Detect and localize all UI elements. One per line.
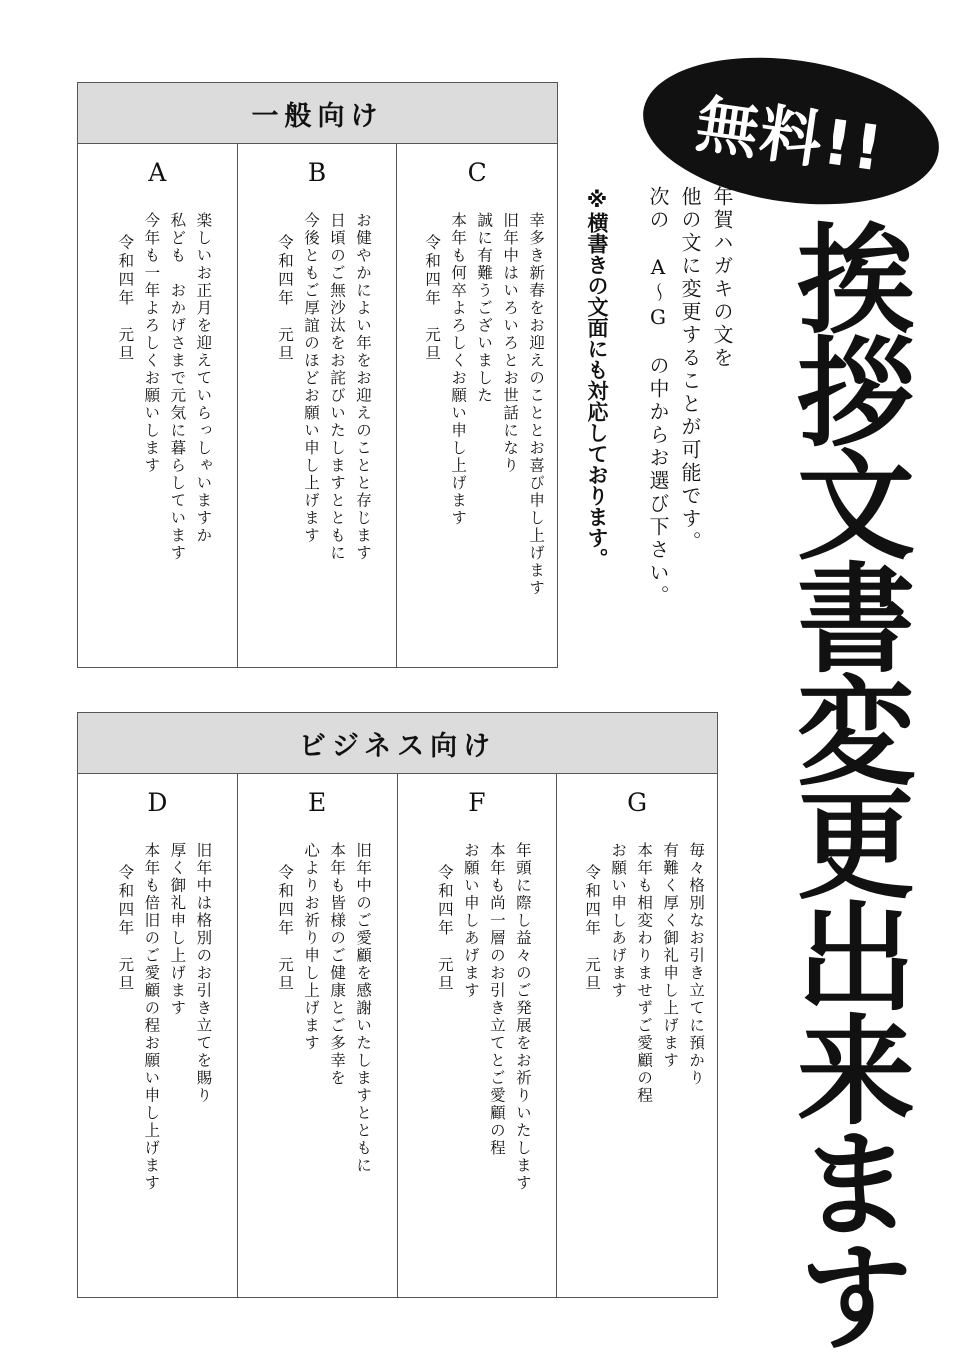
greeting-line: 年頭に際し益々のご発展をお祈りいたします xyxy=(513,842,532,1192)
option-c[interactable] xyxy=(397,144,557,667)
option-text xyxy=(78,842,237,1282)
greeting-line: 日頃のご無沙汰をお詫びいたしますとともに xyxy=(328,212,346,562)
option-text xyxy=(398,842,557,1282)
greeting-date: 令和四年 元旦 xyxy=(423,234,442,364)
greeting-line: 誠に有難うございました xyxy=(475,212,494,405)
intro-line: 年賀ハガキの文を xyxy=(710,186,734,370)
option-letter: B xyxy=(307,158,327,187)
option-text xyxy=(78,212,237,652)
greeting-line: 厚く御礼申し上げます xyxy=(168,842,187,1017)
intro-text xyxy=(646,186,734,656)
greeting-line: 今年も一年よろしくお願いします xyxy=(142,212,161,475)
greeting-line: 楽しいお正月を迎えていらっしゃいますか xyxy=(194,212,213,545)
option-letter: F xyxy=(468,788,486,817)
free-badge-text: 無料!! xyxy=(691,86,889,186)
greeting-line: 本年も皆様のご健康とご多幸を xyxy=(328,842,347,1087)
greeting-line: 心よりお祈り申し上げます xyxy=(302,842,321,1052)
general-panel-header: 一般向け xyxy=(78,83,557,144)
greeting-line: お健やかによい年をお迎えのことと存じます xyxy=(354,212,372,562)
greeting-line: 有難く厚く御礼申し上げます xyxy=(661,842,680,1070)
greeting-line: 旧年中はいろいろとお世話になり xyxy=(501,212,520,475)
greeting-line: お願い申しあげます xyxy=(461,842,480,1000)
greeting-line: お願い申しあげます xyxy=(609,842,628,1000)
greeting-date: 令和四年 元旦 xyxy=(276,234,294,364)
option-letter: C xyxy=(467,158,487,187)
option-letter: A xyxy=(148,158,167,187)
greeting-line: 旧年中のご愛顧を感謝いたしますとともに xyxy=(354,842,373,1175)
greeting-date: 令和四年 元旦 xyxy=(276,864,295,994)
option-text xyxy=(238,842,397,1282)
option-letter: G xyxy=(627,788,648,817)
main-title: 挨拶文書変更出来ます xyxy=(777,218,915,1348)
option-text xyxy=(238,212,397,652)
option-g[interactable] xyxy=(557,774,717,1297)
business-panel-header: ビジネス向け xyxy=(78,713,717,774)
option-b[interactable] xyxy=(238,144,398,667)
horizontal-layout-note: ※横書きの文面にも対応しております。 xyxy=(585,188,609,569)
greeting-line: 今後ともご厚誼のほどお願い申し上げます xyxy=(302,212,320,545)
greeting-date: 令和四年 元旦 xyxy=(583,864,602,994)
option-f[interactable] xyxy=(398,774,558,1297)
greeting-line: 本年も尚一層のお引き立てとご愛顧の程 xyxy=(487,842,506,1157)
greeting-line: 幸多き新春をお迎えのこととお喜び申し上げます xyxy=(527,212,546,597)
greeting-date: 令和四年 元旦 xyxy=(116,864,135,994)
intro-line: 他の文に変更することが可能です。 xyxy=(678,186,702,554)
intro-line: 次の A～G の中からお選び下さい。 xyxy=(646,186,670,608)
greeting-line: 毎々格別なお引き立てに預かり xyxy=(687,842,706,1087)
greeting-date: 令和四年 元旦 xyxy=(116,234,135,364)
option-letter: D xyxy=(147,788,168,817)
option-letter: E xyxy=(308,788,327,817)
greeting-line: 私ども おかげさまで元気に暮らしています xyxy=(168,212,187,562)
business-panel xyxy=(77,712,718,1298)
option-text xyxy=(397,212,557,652)
option-text xyxy=(557,842,717,1282)
general-panel xyxy=(77,82,558,668)
greeting-line: 本年も何卒よろしくお願い申し上げます xyxy=(449,212,468,527)
greeting-line: 旧年中は格別のお引き立てを賜り xyxy=(194,842,213,1105)
greeting-line: 本年も相変わりませずご愛顧の程 xyxy=(635,842,654,1105)
greeting-date: 令和四年 元旦 xyxy=(435,864,454,994)
option-a[interactable] xyxy=(78,144,238,667)
greeting-line: 本年も倍旧のご愛顧の程お願い申し上げます xyxy=(142,842,161,1192)
option-e[interactable] xyxy=(238,774,398,1297)
option-d[interactable] xyxy=(78,774,238,1297)
